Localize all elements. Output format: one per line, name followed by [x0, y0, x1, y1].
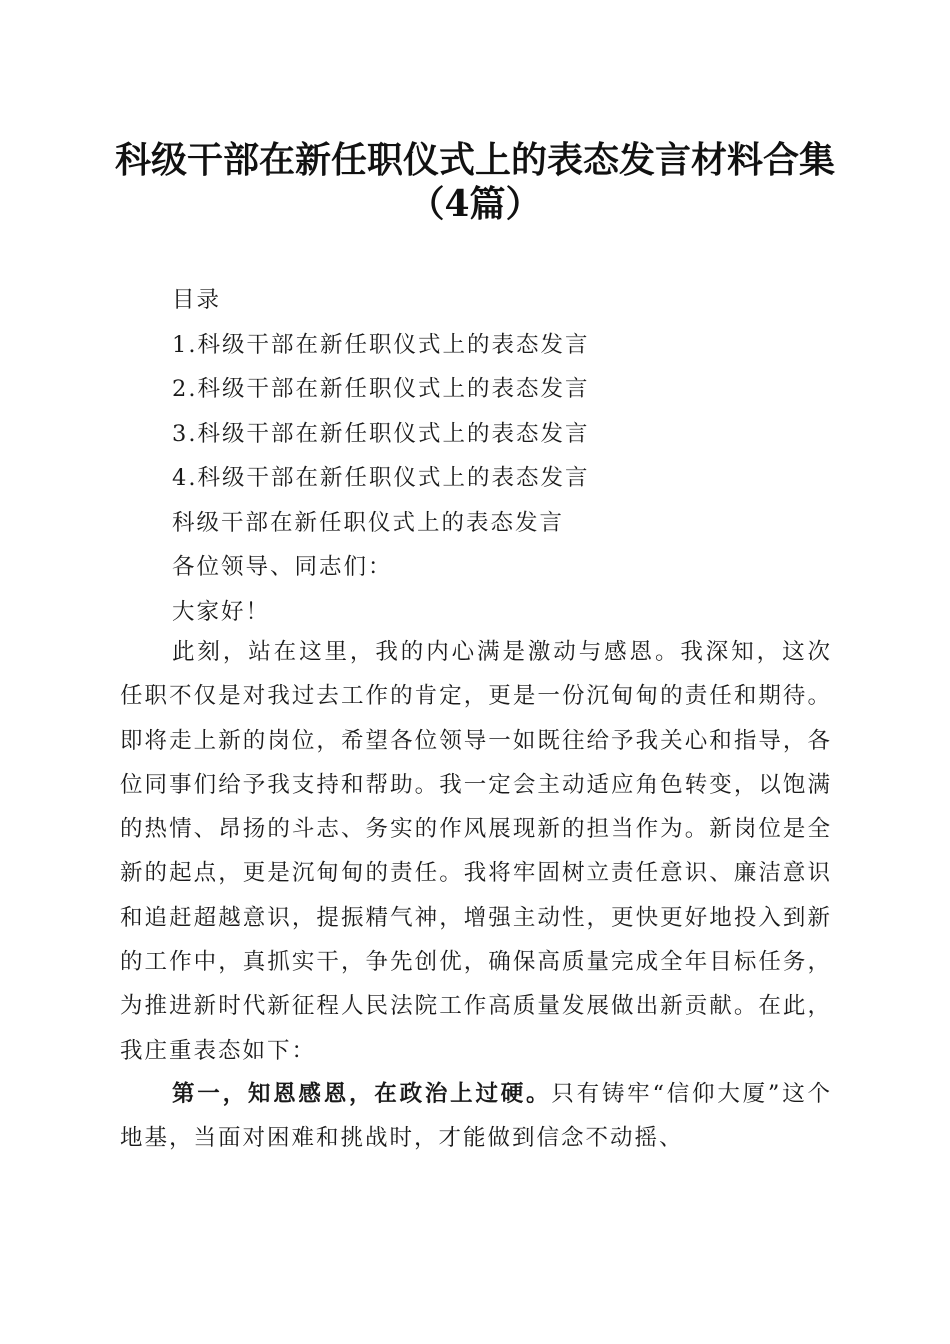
greeting: 大家好！	[172, 598, 271, 625]
toc-item-3: 3.科级干部在新任职仪式上的表态发言	[172, 420, 590, 447]
paragraph-2	[120, 1072, 832, 1161]
toc-item-1: 1.科级干部在新任职仪式上的表态发言	[172, 331, 590, 358]
document-title-line2: （4篇）	[408, 183, 542, 225]
document-title-line1: 科级干部在新任职仪式上的表态发言材料合集	[114, 139, 835, 181]
toc-heading: 目录	[172, 287, 222, 313]
table-of-contents	[172, 278, 872, 634]
salutation: 各位领导、同志们：	[172, 554, 393, 580]
paragraph-2-lead: 第一，知恩感恩，在政治上过硬。	[172, 1081, 552, 1107]
speech-title: 科级干部在新任职仪式上的表态发言	[172, 509, 565, 536]
paragraph-1: 此刻，站在这里，我的内心满是激动与感恩。我深知，这次任职不仅是对我过去工作的肯定，更是一份沉甸甸的责任和期待。即将走上新的岗位，希望各位领导一如既往给予我关心和指导，各位同事们给予我支持和帮助。我一定会主动适应角色转变，以饱满的热情、昂扬的斗志、务实的作风展现新的担当作为。新岗位是全新的起点，更是沉甸甸的责任。我将牢固树立责任意识、廉洁意识和追赶超越意识，提振精气神，增强主动性，更快更好地投入到新的工作中，真抓实干，争先创优，确保高质量完成全年目标任务，为推进新时代新征程人民法院工作高质量发展做出新贡献。在此，我庄重表态如下：	[120, 639, 832, 1064]
paragraph-2-text: 只有铸牢“信仰大厦”这个地基，当面对困难和挑战时，才能做到信念不动摇、	[120, 1081, 832, 1152]
toc-item-2: 2.科级干部在新任职仪式上的表态发言	[172, 376, 590, 402]
toc-item-4: 4.科级干部在新任职仪式上的表态发言	[172, 465, 590, 491]
